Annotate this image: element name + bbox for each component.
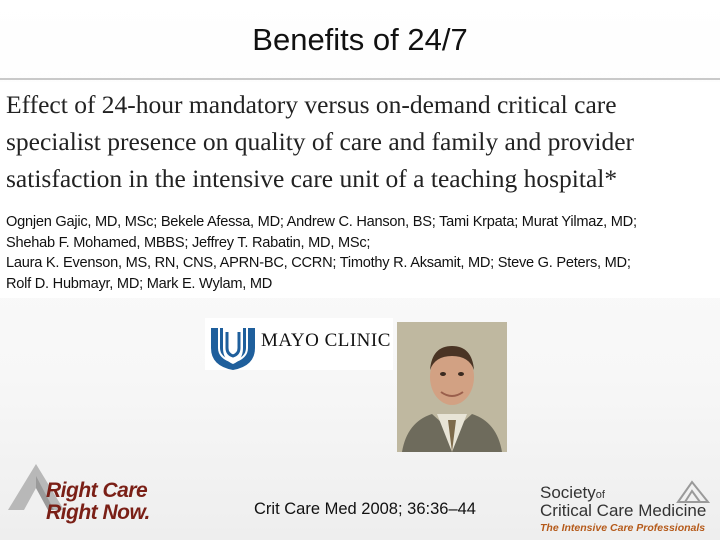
mayo-logo-text: MAYO CLINIC	[261, 330, 391, 351]
author-line-1: Ognjen Gajic, MD, MSc; Bekele Afessa, MD; Andrew C. Hanson, BS; Tami Krpata; Murat Yilmaz, MD;	[6, 214, 637, 230]
paper-title-line-2: specialist presence on quality of care and family and provider	[6, 127, 635, 156]
sccm-name-text: Critical Care Medicine	[540, 501, 707, 520]
right-care-right-now-logo	[8, 462, 178, 532]
right-care-line-1: Right Care	[46, 479, 148, 502]
author-line-4: Rolf D. Hubmayr, MD; Mark E. Wylam, MD	[6, 275, 273, 292]
sccm-of-word: of	[595, 489, 605, 501]
author-line-2: Shehab F. Mohamed, MBBS; Jeffrey T. Rabatin, MD, MSc;	[6, 234, 371, 251]
paper-title-line-1: Effect of 24-hour mandatory versus on-demand critical care	[6, 90, 617, 119]
paper-title	[6, 86, 714, 197]
paper-title-line-3: satisfaction in the intensive care unit of a teaching hospital*	[6, 164, 618, 193]
sccm-emblem-icon	[676, 480, 710, 504]
mayo-clinic-logo	[205, 318, 393, 370]
author-portrait	[397, 322, 507, 452]
paper-authors	[6, 212, 718, 294]
sccm-society-text	[540, 483, 605, 503]
right-care-logo-text	[46, 480, 150, 524]
title-divider	[0, 78, 720, 80]
sccm-logo	[538, 480, 718, 538]
journal-citation: Crit Care Med 2008; 36:36–44	[254, 500, 476, 518]
portrait-illustration	[397, 322, 507, 452]
sccm-tagline: The Intensive Care Professionals	[540, 522, 706, 534]
right-care-line-2: Right Now.	[46, 501, 150, 524]
mayo-shield-icon	[207, 318, 259, 370]
slide-title: Benefits of 24/7	[252, 22, 468, 57]
sccm-society-word: Society	[540, 483, 596, 502]
author-line-3: Laura K. Evenson, MS, RN, CNS, APRN-BC, CCRN; Timothy R. Aksamit, MD; Steve G. Peters, MD;	[6, 255, 631, 271]
